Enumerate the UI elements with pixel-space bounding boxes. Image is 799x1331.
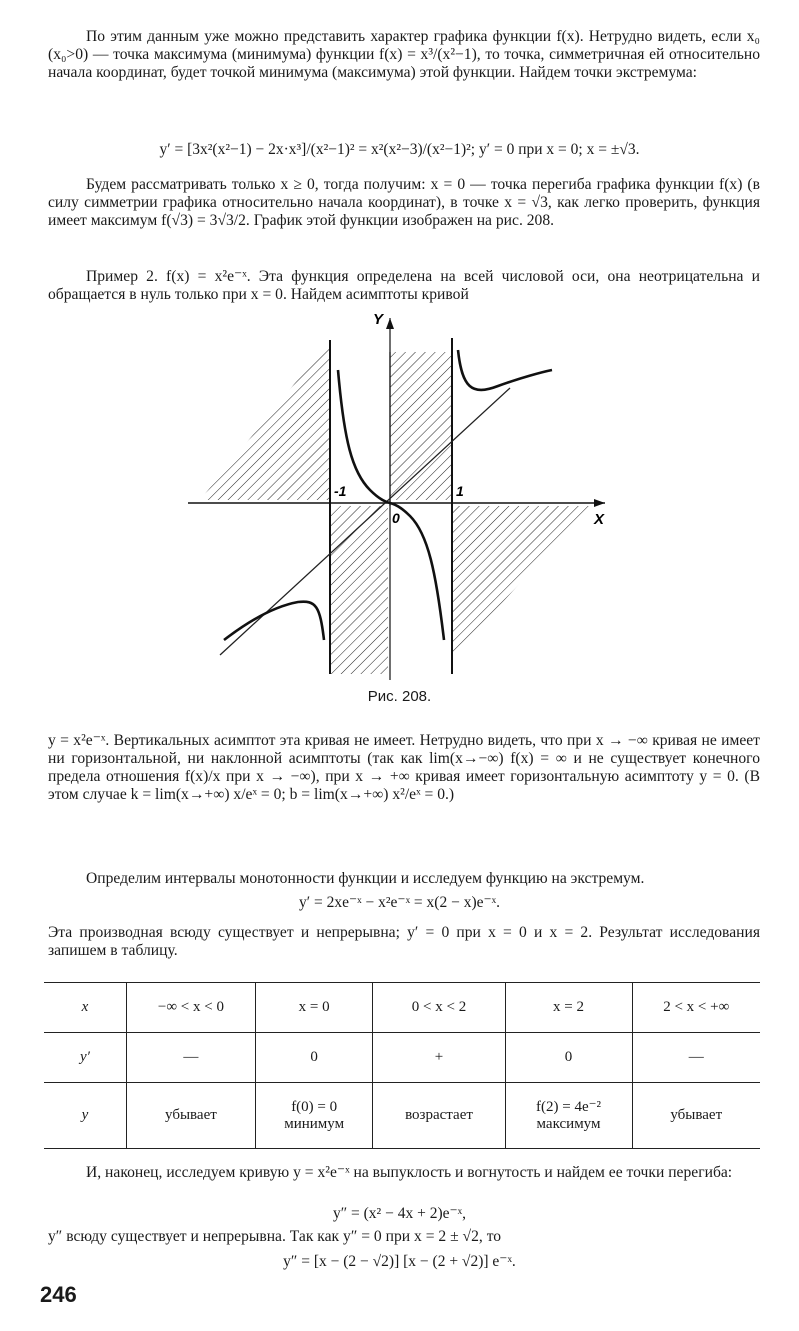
formula-second-derivative: y″ = (x² − 4x + 2)e⁻ˣ,: [332, 1205, 467, 1222]
results-table: [44, 982, 760, 1149]
figure-caption: Рис. 208.: [367, 688, 432, 705]
paragraph-asymptotes: y = x²e⁻ˣ. Вертикальных асимптот эта кривая не имеет. Нетрудно видеть, что при x → −∞ кривая не имеет ни горизонтальной, ни наклонной асимптоты (так как lim(x→−∞) f(x) = ∞ и не существует конечного предела отношения f(x)/x при x → −∞), при x → +∞ кривая имеет горизонтальную асимптоту y = 0. (В этом случае k = lim(x→+∞) x/eˣ = 0; b = lim(x→+∞) x²/eˣ = 0.): [48, 732, 760, 803]
paragraph-derivative-zero: Эта производная всюду существует и непрерывна; y′ = 0 при x = 0 и x = 2. Результат исследования запишем в таблицу.: [48, 924, 760, 959]
table-cell: убывает: [127, 1083, 256, 1149]
table-cell: —: [127, 1033, 256, 1083]
table-cell: 2 < x < +∞: [632, 983, 760, 1033]
paragraph-max-point: Будем рассматривать только x ≥ 0, тогда получим: x = 0 — точка перегиба графика функции f(x) (в силу симметрии графика относительно начала координат), в точке x = √3, как легко проверить, функция имеет максимум f(√3) = 3√3/2. График этой функции изображен на рис. 208.: [48, 176, 760, 229]
paragraph-example-2: Пример 2. f(x) = x²e⁻ˣ. Эта функция определена на всей числовой оси, она неотрицательна и обращается в нуль только при x = 0. Найдем асимптоты кривой: [48, 268, 760, 303]
table-cell-note: максимум: [536, 1115, 601, 1132]
table-cell: возрастает: [373, 1083, 505, 1149]
table-cell: −∞ < x < 0: [127, 983, 256, 1033]
shaded-region-lower-right: [452, 506, 590, 658]
table-cell-value: f(0) = 0: [291, 1098, 338, 1115]
axis-label-y: Y: [373, 311, 384, 328]
table-cell: [255, 1083, 373, 1149]
table-cell-value: f(2) = 4e⁻²: [536, 1098, 602, 1115]
formula-derivative-2: y′ = 2xe⁻ˣ − x²e⁻ˣ = x(2 − x)e⁻ˣ.: [298, 894, 501, 911]
table-cell: +: [373, 1033, 505, 1083]
label-one: 1: [456, 483, 464, 499]
paragraph-convexity: И, наконец, исследуем кривую y = x²e⁻ˣ на выпуклость и вогнутость и найдем ее точки перегиба:: [86, 1164, 733, 1181]
paragraph-extremum-intro: По этим данным уже можно представить характер графика функции f(x). Нетрудно видеть, если x₀ (x₀>0) — точка максимума (минимума) функции f(x) = x³/(x²−1), то точка, симметричная ей относительно начала координат, будет точкой минимума (максимума) этой функции. Найдем точки экстремума:: [48, 28, 760, 81]
table-cell: 0: [255, 1033, 373, 1083]
table-row-function: [44, 1083, 760, 1149]
table-cell: [505, 1083, 632, 1149]
table-cell: убывает: [632, 1083, 760, 1149]
table-cell: 0: [505, 1033, 632, 1083]
table-cell: x = 0: [255, 983, 373, 1033]
table-cell: x = 2: [505, 983, 632, 1033]
figure-208: [180, 310, 620, 682]
axis-label-x: X: [594, 511, 605, 528]
paragraph-monotonicity: Определим интервалы монотонности функции и исследуем функцию на экстремум.: [86, 870, 645, 887]
table-cell: y: [81, 1107, 89, 1123]
shaded-region-strip-lower: [330, 506, 388, 674]
curve-branch-left: [224, 602, 324, 640]
label-origin: 0: [392, 510, 400, 526]
formula-second-derivative-factored: y″ = [x − (2 − √2)] [x − (2 + √2)] e⁻ˣ.: [283, 1253, 516, 1270]
label-minus-one: -1: [334, 483, 347, 499]
shaded-region-upper-left: [200, 340, 330, 500]
table-cell: x: [81, 999, 89, 1015]
curve-branch-right: [458, 350, 552, 390]
table-cell: 0 < x < 2: [373, 983, 505, 1033]
shaded-region-strip-upper: [390, 352, 452, 500]
table-row-derivative: [44, 1033, 760, 1083]
table-cell: y′: [80, 1049, 90, 1065]
table-cell-note: минимум: [284, 1115, 345, 1132]
table-row-header: [44, 983, 760, 1033]
paragraph-inflection: y″ всюду существует и непрерывна. Так как y″ = 0 при x = 2 ± √2, то: [48, 1228, 502, 1245]
page-number: 246: [40, 1282, 77, 1307]
table-cell: —: [632, 1033, 760, 1083]
formula-derivative-1: y′ = [3x²(x²−1) − 2x·x³]/(x²−1)² = x²(x²−3)/(x²−1)²; y′ = 0 при x = 0; x = ±√3.: [159, 141, 640, 158]
